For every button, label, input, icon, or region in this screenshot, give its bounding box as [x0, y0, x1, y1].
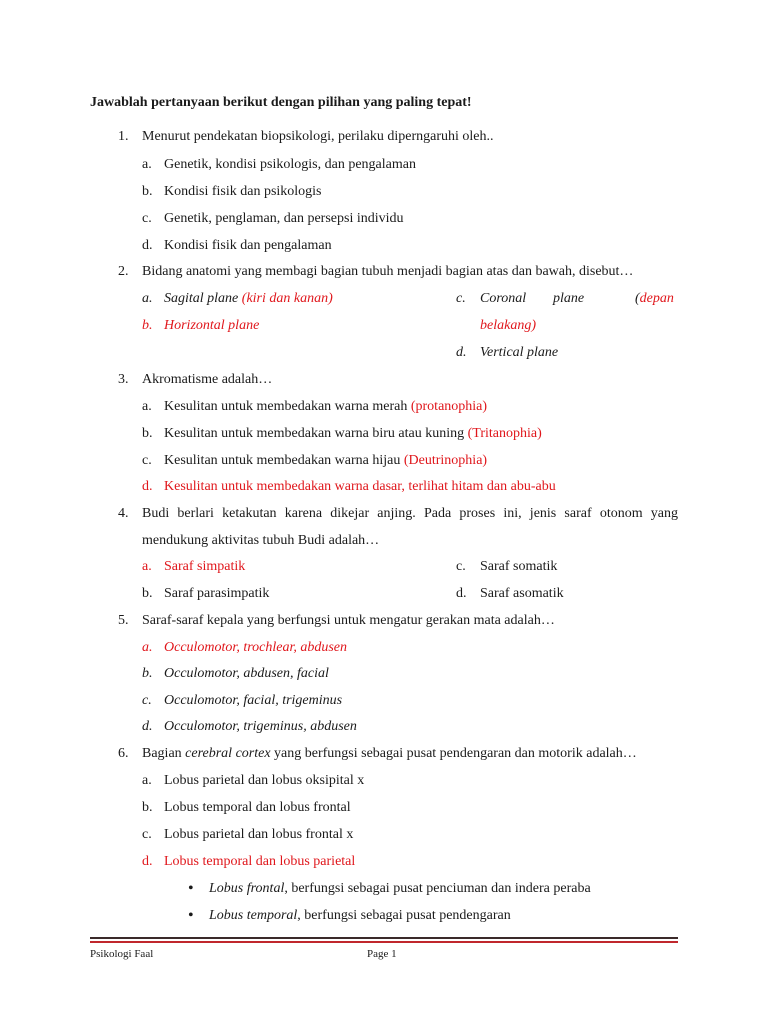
- q5-option-c: Occulomotor, facial, trigeminus: [164, 693, 343, 708]
- q2-option-a-letter: a.: [142, 291, 153, 306]
- q4-option-c-letter: c.: [456, 559, 466, 574]
- q4-option-b-letter: b.: [142, 586, 153, 601]
- bullet-icon: •: [188, 907, 194, 924]
- q4-option-a: Saraf simpatik: [164, 559, 246, 574]
- footer-course-title: Psikologi Faal: [90, 948, 154, 960]
- q1-option-a: Genetik, kondisi psikologis, dan pengalaman: [164, 157, 416, 172]
- q2-option-d: Vertical plane: [480, 345, 559, 360]
- question-3-number: 3.: [118, 372, 129, 387]
- q3-option-c-letter: c.: [142, 453, 152, 468]
- footer-rule-dark: [90, 937, 678, 939]
- q5-option-c-letter: c.: [142, 693, 152, 708]
- q6-option-b: Lobus temporal dan lobus frontal: [164, 800, 351, 815]
- q3-option-a-letter: a.: [142, 399, 152, 414]
- q5-option-b: Occulomotor, abdusen, facial: [164, 666, 329, 681]
- bullet-icon: •: [188, 880, 194, 897]
- q2-option-a-note: (kiri dan kanan): [241, 291, 333, 306]
- q1-option-b: Kondisi fisik dan psikologis: [164, 184, 322, 199]
- q2-option-a: Sagital plane (kiri dan kanan): [164, 291, 333, 306]
- q2-option-c-letter: c.: [456, 291, 466, 306]
- q1-option-a-letter: a.: [142, 157, 152, 172]
- q6-option-d: Lobus temporal dan lobus parietal: [164, 854, 356, 869]
- q6-option-c: Lobus parietal dan lobus frontal x: [164, 827, 354, 842]
- question-1-number: 1.: [118, 129, 129, 144]
- q3-option-a: Kesulitan untuk membedakan warna merah (protanophia): [164, 399, 488, 414]
- q1-option-c-letter: c.: [142, 211, 152, 226]
- question-3-text: Akromatisme adalah…: [142, 372, 273, 387]
- q6-option-a: Lobus parietal dan lobus oksipital x: [164, 773, 365, 788]
- q6-option-b-letter: b.: [142, 800, 153, 815]
- question-4-number: 4.: [118, 506, 129, 521]
- q4-option-d: Saraf asomatik: [480, 586, 564, 601]
- q4-option-d-letter: d.: [456, 586, 467, 601]
- question-6-text: Bagian cerebral cortex yang berfungsi sebagai pusat pendengaran dan motorik adalah…: [142, 746, 637, 761]
- question-2-number: 2.: [118, 264, 129, 279]
- q6-option-d-letter: d.: [142, 854, 153, 869]
- q1-option-b-letter: b.: [142, 184, 153, 199]
- question-2-text: Bidang anatomi yang membagi bagian tubuh menjadi bagian atas dan bawah, disebut…: [142, 264, 634, 279]
- q5-option-a: Occulomotor, trochlear, abdusen: [164, 640, 348, 655]
- q2-option-c-word1: Coronal: [480, 291, 527, 306]
- q3-option-c: Kesulitan untuk membedakan warna hijau (Deutrinophia): [164, 453, 488, 468]
- q2-option-c-word3: (depan: [635, 291, 674, 306]
- q2-option-b-letter: b.: [142, 318, 153, 333]
- q5-option-b-letter: b.: [142, 666, 153, 681]
- question-6-number: 6.: [118, 746, 129, 761]
- question-4-text-line2: mendukung aktivitas tubuh Budi adalah…: [142, 533, 380, 548]
- q5-option-a-letter: a.: [142, 640, 153, 655]
- q1-option-c: Genetik, penglaman, dan persepsi individu: [164, 211, 404, 226]
- q6-option-c-letter: c.: [142, 827, 152, 842]
- instructions-heading: Jawablah pertanyaan berikut dengan pilihan yang paling tepat!: [90, 95, 472, 110]
- q6-note-2: Lobus temporal, berfungsi sebagai pusat pendengaran: [209, 908, 511, 923]
- q5-option-d-letter: d.: [142, 719, 153, 734]
- q3-option-b-letter: b.: [142, 426, 153, 441]
- q3-option-d-letter: d.: [142, 479, 153, 494]
- q3-option-b: Kesulitan untuk membedakan warna biru atau kuning (Tritanophia): [164, 426, 542, 441]
- footer-page-number: Page 1: [367, 948, 397, 960]
- q2-option-c-line2: belakang): [480, 318, 536, 333]
- q2-option-c-word2: plane: [553, 291, 585, 306]
- q4-option-b: Saraf parasimpatik: [164, 586, 270, 601]
- q5-option-d: Occulomotor, trigeminus, abdusen: [164, 719, 357, 734]
- q1-option-d-letter: d.: [142, 238, 153, 253]
- question-5-number: 5.: [118, 613, 129, 628]
- q4-option-c: Saraf somatik: [480, 559, 558, 574]
- footer-rule-red: [90, 941, 678, 943]
- question-1-text: Menurut pendekatan biopsikologi, perilaku diperngaruhi oleh..: [142, 129, 494, 144]
- question-4-text-line1: Budi berlari ketakutan karena dikejar anjing. Pada proses ini, jenis saraf otonom yang: [142, 506, 678, 521]
- q6-note-1: Lobus frontal, berfungsi sebagai pusat penciuman dan indera peraba: [209, 881, 591, 896]
- q4-option-a-letter: a.: [142, 559, 152, 574]
- question-5-text: Saraf-saraf kepala yang berfungsi untuk mengatur gerakan mata adalah…: [142, 613, 555, 628]
- q3-option-d: Kesulitan untuk membedakan warna dasar, terlihat hitam dan abu-abu: [164, 479, 556, 494]
- q6-option-a-letter: a.: [142, 773, 152, 788]
- q2-option-d-letter: d.: [456, 345, 467, 360]
- q2-option-b: Horizontal plane: [164, 318, 260, 333]
- q1-option-d: Kondisi fisik dan pengalaman: [164, 238, 332, 253]
